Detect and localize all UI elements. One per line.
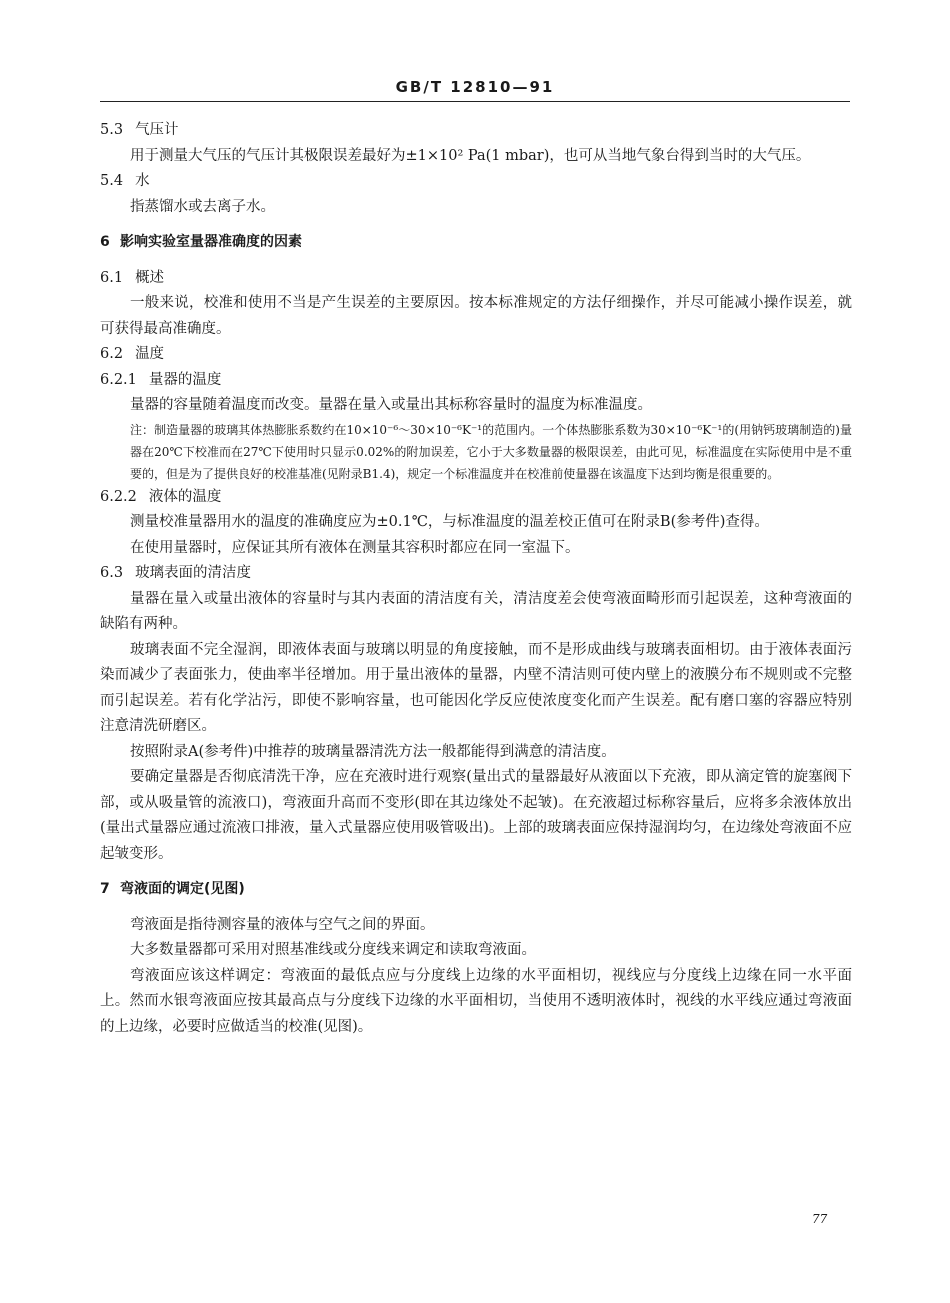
clause-5-3-text: 用于测量大气压的气压计其极限误差最好为±1×10² Pa(1 mbar)，也可从当地气象台得到当时的大气压。 bbox=[130, 147, 811, 164]
chapter-number: 6 bbox=[100, 234, 110, 250]
clause-title: 水 bbox=[135, 173, 150, 189]
clause-6-1-heading bbox=[100, 266, 852, 292]
clause-number: 5.4 bbox=[100, 173, 124, 189]
clause-6-3-text-2: 玻璃表面不完全湿润，即液体表面与玻璃以明显的角度接触，而不是形成曲线与玻璃表面相切。由于液体表面污染而减少了表面张力，使曲率半径增加。用于量出液体的量器，内壁不清洁则可使内壁上的液膜分布不规则或不完整而引起误差。若有化学沾污，即使不影响容量，也可能因化学反应使浓度变化而产生误差。配有磨口塞的容器应特别注意清洗研磨区。 bbox=[100, 641, 852, 734]
chapter-number: 7 bbox=[100, 881, 110, 897]
clause-number: 6.2.2 bbox=[100, 488, 137, 505]
clause-6-2-1-heading bbox=[100, 368, 852, 394]
clause-7-text-1: 弯液面是指待测容量的液体与空气之间的界面。 bbox=[130, 916, 435, 933]
clause-6-3-text-4: 要确定量器是否彻底清洗干净，应在充液时进行观察(量出式的量器最好从液面以下充液，即从滴定管的旋塞阀下部，或从吸量管的流液口)，弯液面升高而不变形(即在其边缘处不起皱)。在充液超过标称容量后，应将多余液体放出(量出式量器应通过流液口排液，量入式量器应使用吸管吸出)。上部的玻璃表面应保持湿润均匀，在边缘处弯液面不应起皱变形。 bbox=[100, 769, 852, 862]
header-rule bbox=[100, 101, 850, 102]
clause-title: 量器的温度 bbox=[148, 371, 222, 388]
document-body bbox=[100, 118, 852, 1040]
chapter-title: 弯液面的调定(见图) bbox=[120, 881, 245, 897]
note-text: 制造量器的玻璃其体热膨胀系数约在10×10⁻⁶～30×10⁻⁶K⁻¹的范围内。一个体热膨胀系数为30×10⁻⁶K⁻¹的(用钠钙玻璃制造的)量器在20℃下校准而在27℃下使用时只显示0.02%的附加误差，它小于大多数量器的极限误差，由此可见，标准温度在实际使用中是不重要的，但是为了提供良好的校准基准(见附录B1.4)，规定一个标准温度并在校准前使量器在该温度下达到均衡是很重要的。 bbox=[130, 422, 852, 481]
clause-6-2-1-text: 量器的容量随着温度而改变。量器在量入或量出其标称容量时的温度为标准温度。 bbox=[130, 397, 652, 413]
clause-title: 气压计 bbox=[135, 122, 179, 138]
clause-6-2-2-text-2: 在使用量器时，应保证其所有液体在测量其容积时都应在同一室温下。 bbox=[130, 539, 580, 556]
chapter-6-heading bbox=[100, 230, 852, 256]
clause-7-text-3: 弯液面应该这样调定：弯液面的最低点应与分度线上边缘的水平面相切，视线应与分度线上边缘在同一水平面上。然而水银弯液面应按其最高点与分度线下边缘的水平面相切，当使用不透明液体时，视线的水平线应通过弯液面的上边缘，必要时应做适当的校准(见图)。 bbox=[100, 967, 852, 1035]
clause-5-4-text: 指蒸馏水或去离子水。 bbox=[130, 198, 275, 215]
clause-6-3-text-1: 量器在量入或量出液体的容量时与其内表面的清洁度有关，清洁度差会使弯液面畸形而引起误差，这种弯液面的缺陷有两种。 bbox=[100, 590, 852, 632]
clause-6-3-text-3: 按照附录A(参考件)中推荐的玻璃量器清洗方法一般都能得到满意的清洁度。 bbox=[130, 743, 616, 760]
clause-6-2-1-note bbox=[100, 419, 852, 485]
clause-title: 玻璃表面的清洁度 bbox=[135, 565, 252, 581]
clause-number: 6.1 bbox=[100, 269, 124, 286]
clause-7-text-2: 大多数量器都可采用对照基准线或分度线来调定和读取弯液面。 bbox=[130, 942, 536, 958]
standard-code-header: GB/T 12810—91 bbox=[395, 78, 555, 96]
clause-number: 6.2 bbox=[100, 346, 124, 362]
clause-title: 概述 bbox=[135, 269, 165, 286]
note-label: 注： bbox=[130, 422, 155, 437]
clause-6-2-2-heading bbox=[100, 485, 852, 511]
clause-6-3-heading bbox=[100, 561, 852, 587]
clause-5-3-heading bbox=[100, 118, 852, 144]
clause-title: 温度 bbox=[135, 346, 165, 362]
clause-5-4-heading bbox=[100, 169, 852, 195]
clause-6-1-text: 一般来说，校准和使用不当是产生误差的主要原因。按本标准规定的方法仔细操作，并尽可能减小操作误差，就可获得最高准确度。 bbox=[100, 295, 852, 337]
clause-number: 6.2.1 bbox=[100, 371, 137, 388]
clause-6-2-2-text-1: 测量校准量器用水的温度的准确度应为±0.1℃，与标准温度的温差校正值可在附录B(参考件)查得。 bbox=[130, 514, 769, 530]
clause-6-2-heading bbox=[100, 342, 852, 368]
clause-number: 6.3 bbox=[100, 565, 124, 581]
clause-number: 5.3 bbox=[100, 122, 124, 138]
chapter-title: 影响实验室量器准确度的因素 bbox=[120, 234, 302, 250]
clause-title: 液体的温度 bbox=[148, 488, 222, 505]
page-number: 77 bbox=[812, 1212, 828, 1226]
chapter-7-heading bbox=[100, 877, 852, 903]
